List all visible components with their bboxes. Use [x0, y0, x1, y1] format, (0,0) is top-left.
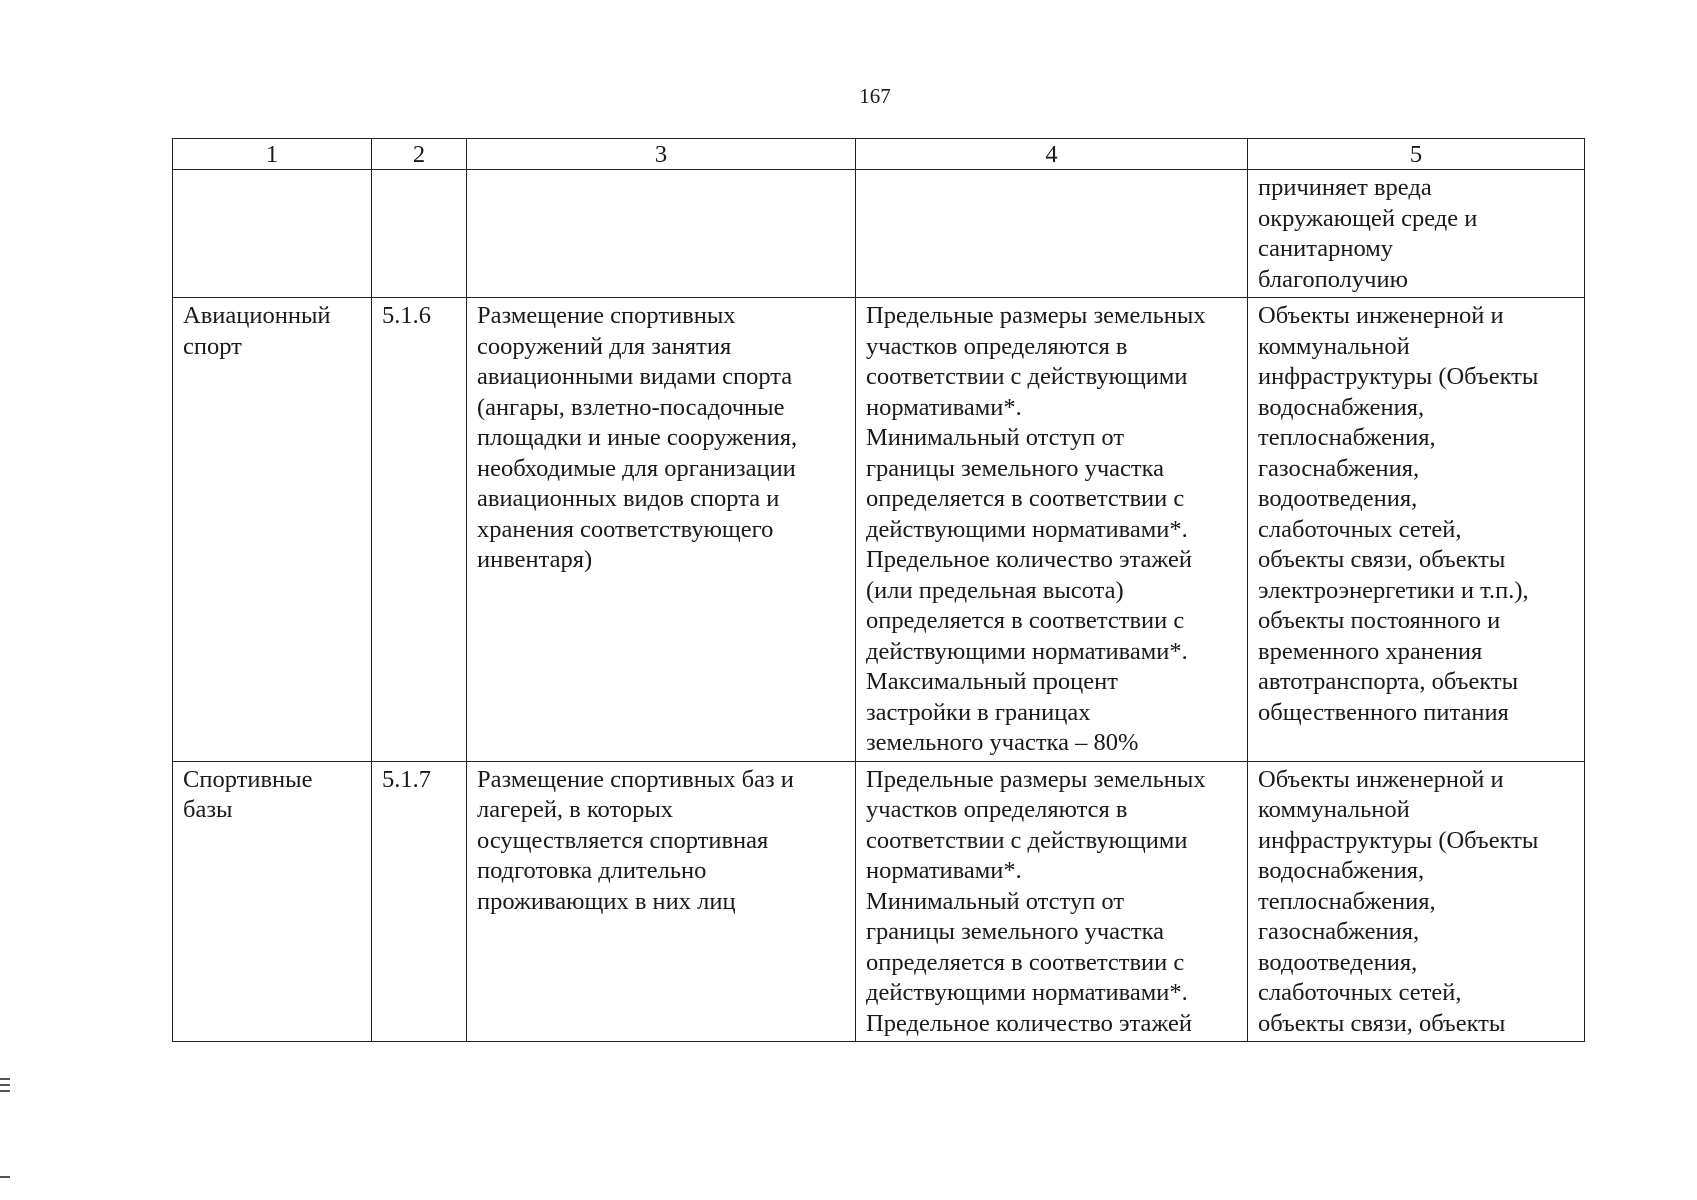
header-col-1: 1 [173, 139, 372, 170]
table-row-continuation [173, 170, 1585, 298]
header-col-3: 3 [467, 139, 856, 170]
page-number: 167 [859, 84, 891, 108]
cell-parameters [856, 170, 1248, 298]
scan-margin-mark [0, 1176, 10, 1178]
table-row-aviation-sport [173, 298, 1585, 762]
cell-use-description: Размещение спортивных сооружений для занятия авиационными видами спорта (ангары, взлетно-посадочные площадки и иные сооружения, необходимые для организации авиационных видов спорта и хранения соответствующего инвентаря) [467, 298, 856, 762]
scan-margin-mark [0, 1090, 10, 1092]
scan-margin-mark [0, 1084, 10, 1086]
cell-use-name: Авиационный спорт [173, 298, 372, 762]
cell-auxiliary-uses: причиняет вреда окружающей среде и санитарному благополучию [1248, 170, 1585, 298]
cell-use-code [372, 170, 467, 298]
table-body [173, 170, 1585, 1042]
cell-parameters: Предельные размеры земельных участков определяются в соответствии с действующими нормативами*. Минимальный отступ от границы земельного участка определяется в соответствии с действующими нормативами*. Предельное количество этажей [856, 761, 1248, 1042]
cell-use-description [467, 170, 856, 298]
cell-use-code: 5.1.7 [372, 761, 467, 1042]
header-col-5: 5 [1248, 139, 1585, 170]
header-row [173, 139, 1585, 170]
scan-margin-mark [0, 1078, 10, 1080]
cell-auxiliary-uses: Объекты инженерной и коммунальной инфраструктуры (Объекты водоснабжения, теплоснабжения, газоснабжения, водоотведения, слаботочных сетей, объекты связи, объекты [1248, 761, 1585, 1042]
cell-use-name: Спортивные базы [173, 761, 372, 1042]
cell-use-name [173, 170, 372, 298]
header-col-4: 4 [856, 139, 1248, 170]
table-header [173, 139, 1585, 170]
header-col-2: 2 [372, 139, 467, 170]
cell-parameters: Предельные размеры земельных участков определяются в соответствии с действующими нормативами*. Минимальный отступ от границы земельного участка определяется в соответствии с действующими нормативами*. Предельное количество этажей (или предельная высота) определяется в соответствии с действующими нормативами*. Максимальный процент застройки в границах земельного участка – 80% [856, 298, 1248, 762]
cell-auxiliary-uses: Объекты инженерной и коммунальной инфраструктуры (Объекты водоснабжения, теплоснабжения, газоснабжения, водоотведения, слаботочных сетей, объекты связи, объекты электроэнергетики и т.п.), объекты постоянного и временного хранения автотранспорта, объекты общественного питания [1248, 298, 1585, 762]
cell-use-description: Размещение спортивных баз и лагерей, в которых осуществляется спортивная подготовка длительно проживающих в них лиц [467, 761, 856, 1042]
cell-use-code: 5.1.6 [372, 298, 467, 762]
land-use-table [172, 138, 1585, 1042]
table-row-sport-bases [173, 761, 1585, 1042]
